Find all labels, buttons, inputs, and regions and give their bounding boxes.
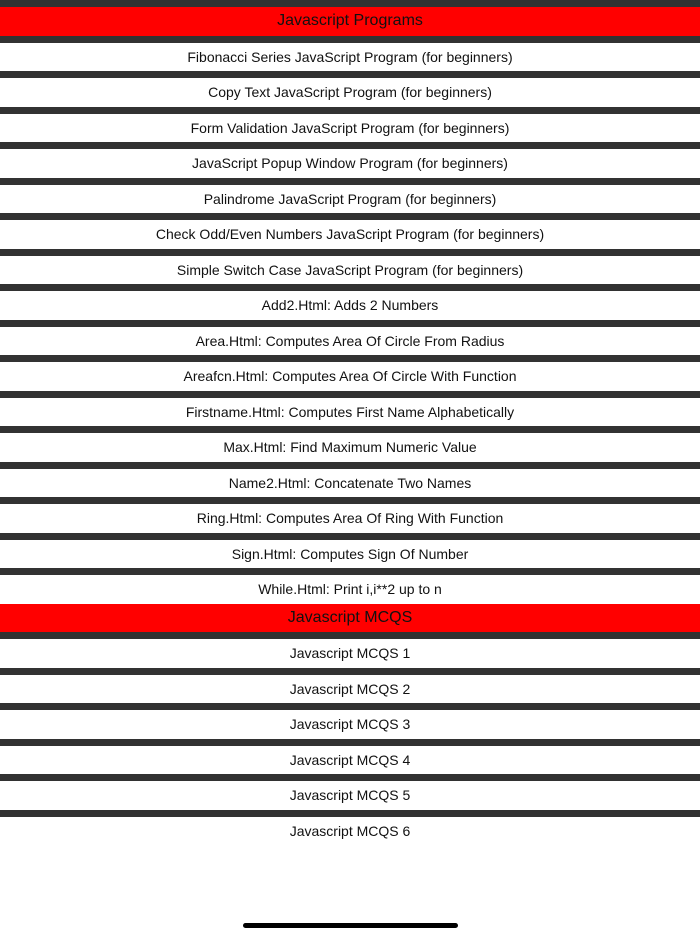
list-item[interactable]: Javascript MCQS 3 (0, 710, 700, 739)
list-item[interactable]: Areafcn.Html: Computes Area Of Circle With Function (0, 362, 700, 391)
list-item[interactable]: Form Validation JavaScript Program (for beginners) (0, 114, 700, 143)
list-item[interactable]: Sign.Html: Computes Sign Of Number (0, 540, 700, 569)
divider (0, 36, 700, 43)
divider (0, 391, 700, 398)
divider (0, 249, 700, 256)
list-item[interactable]: JavaScript Popup Window Program (for beginners) (0, 149, 700, 178)
list-item[interactable]: Max.Html: Find Maximum Numeric Value (0, 433, 700, 462)
divider (0, 497, 700, 504)
divider (0, 71, 700, 78)
list-item[interactable]: Add2.Html: Adds 2 Numbers (0, 291, 700, 320)
section-header-javascript-programs: Javascript Programs (0, 7, 700, 36)
divider (0, 0, 700, 7)
list-item[interactable]: Javascript MCQS 1 (0, 639, 700, 668)
divider (0, 774, 700, 781)
list-item[interactable]: Javascript MCQS 5 (0, 781, 700, 810)
divider (0, 810, 700, 817)
list-item[interactable]: Javascript MCQS 4 (0, 746, 700, 775)
list-item[interactable]: Firstname.Html: Computes First Name Alphabetically (0, 398, 700, 427)
divider (0, 320, 700, 327)
divider (0, 703, 700, 710)
divider (0, 462, 700, 469)
list-item[interactable]: Palindrome JavaScript Program (for beginners) (0, 185, 700, 214)
list-item[interactable]: Area.Html: Computes Area Of Circle From Radius (0, 327, 700, 356)
list-item[interactable]: Fibonacci Series JavaScript Program (for beginners) (0, 43, 700, 72)
divider (0, 568, 700, 575)
list-item[interactable]: Javascript MCQS 6 (0, 817, 700, 846)
home-indicator[interactable] (243, 923, 458, 928)
divider (0, 739, 700, 746)
divider (0, 107, 700, 114)
divider (0, 178, 700, 185)
list-item[interactable]: Javascript MCQS 2 (0, 675, 700, 704)
divider (0, 142, 700, 149)
divider (0, 355, 700, 362)
list-item[interactable]: While.Html: Print i,i**2 up to n (0, 575, 700, 604)
divider (0, 668, 700, 675)
divider (0, 213, 700, 220)
section-header-javascript-mcqs: Javascript MCQS (0, 604, 700, 633)
list-item[interactable]: Check Odd/Even Numbers JavaScript Program (for beginners) (0, 220, 700, 249)
divider (0, 533, 700, 540)
list-item[interactable]: Copy Text JavaScript Program (for beginners) (0, 78, 700, 107)
divider (0, 632, 700, 639)
list-item[interactable]: Simple Switch Case JavaScript Program (for beginners) (0, 256, 700, 285)
divider (0, 426, 700, 433)
list-item[interactable]: Ring.Html: Computes Area Of Ring With Function (0, 504, 700, 533)
list-item[interactable]: Name2.Html: Concatenate Two Names (0, 469, 700, 498)
divider (0, 284, 700, 291)
